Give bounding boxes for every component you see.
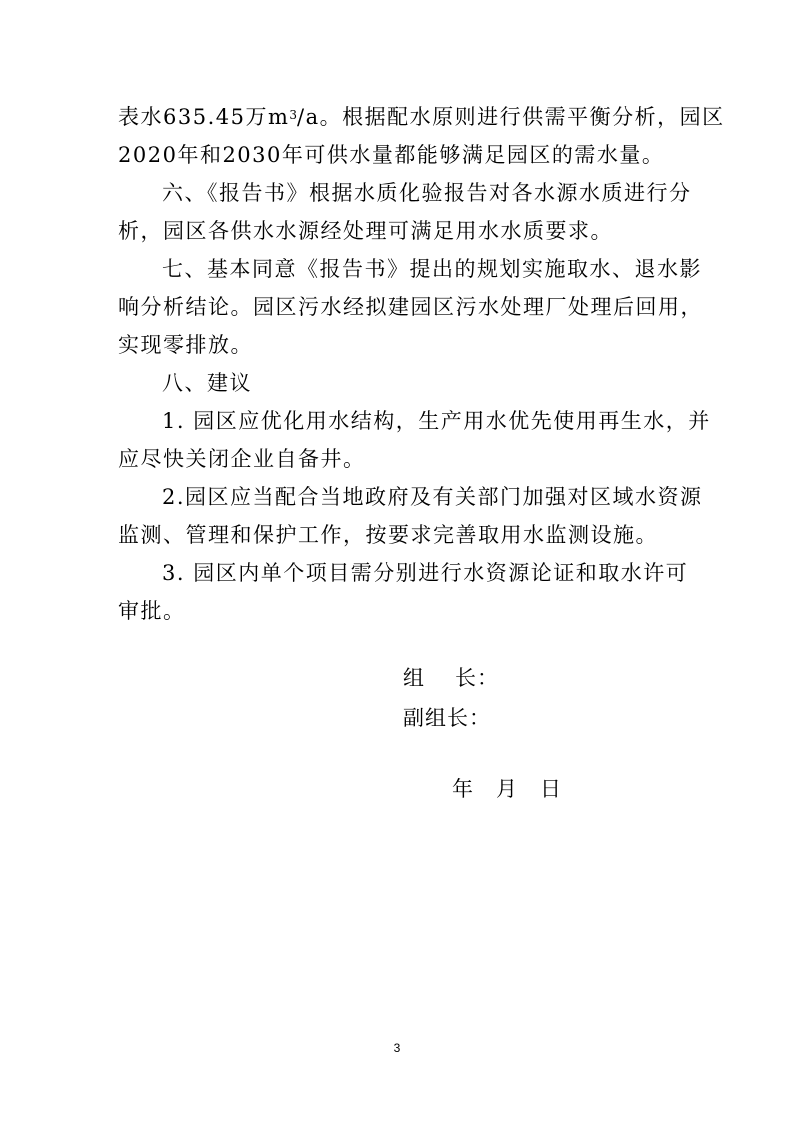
section-six-line-1: 六、《报告书》根据水质化验报告对各水源水质进行分 (162, 181, 692, 205)
section-seven-line-1: 七、基本同意《报告书》提出的规划实施取水、退水影 (162, 257, 702, 281)
paragraph-line-1: 表水635.45万$m^3/a$。根据配水原则进行供需平衡分析，园区 (118, 105, 725, 129)
superscript: 3 (289, 108, 298, 122)
suggestion-1-line-1: 1. 园区应优化用水结构，生产用水优先使用再生水，并 (162, 409, 711, 433)
suggestion-3-line-1: 3. 园区内单个项目需分别进行水资源论证和取水许可 (162, 561, 689, 585)
section-eight-heading: 八、建议 (162, 371, 252, 395)
body-text (118, 98, 725, 630)
suggestion-2-line-2: 监测、管理和保护工作，按要求完善取用水监测设施。 (118, 523, 658, 547)
suggestion-2-line-1: 2.园区应当配合当地政府及有关部门加强对区域水资源 (162, 485, 703, 509)
suggestion-3-line-2: 审批。 (118, 599, 186, 623)
date-line: 年 月 日 (452, 777, 562, 801)
section-six-line-2: 析，园区各供水水源经处理可满足用水水质要求。 (118, 219, 613, 243)
leader-signature-label: 组 长： (403, 666, 499, 690)
section-seven-line-3: 实现零排放。 (118, 333, 253, 357)
paragraph-line-2: 2020年和2030年可供水量都能够满足园区的需水量。 (118, 143, 665, 167)
suggestion-1-line-2: 应尽快关闭企业自备井。 (118, 447, 366, 471)
deputy-signature-label: 副组长： (403, 706, 491, 730)
page-number: 3 (393, 1041, 401, 1055)
section-seven-line-2: 响分析结论。园区污水经拟建园区污水处理厂处理后回用， (118, 295, 703, 319)
